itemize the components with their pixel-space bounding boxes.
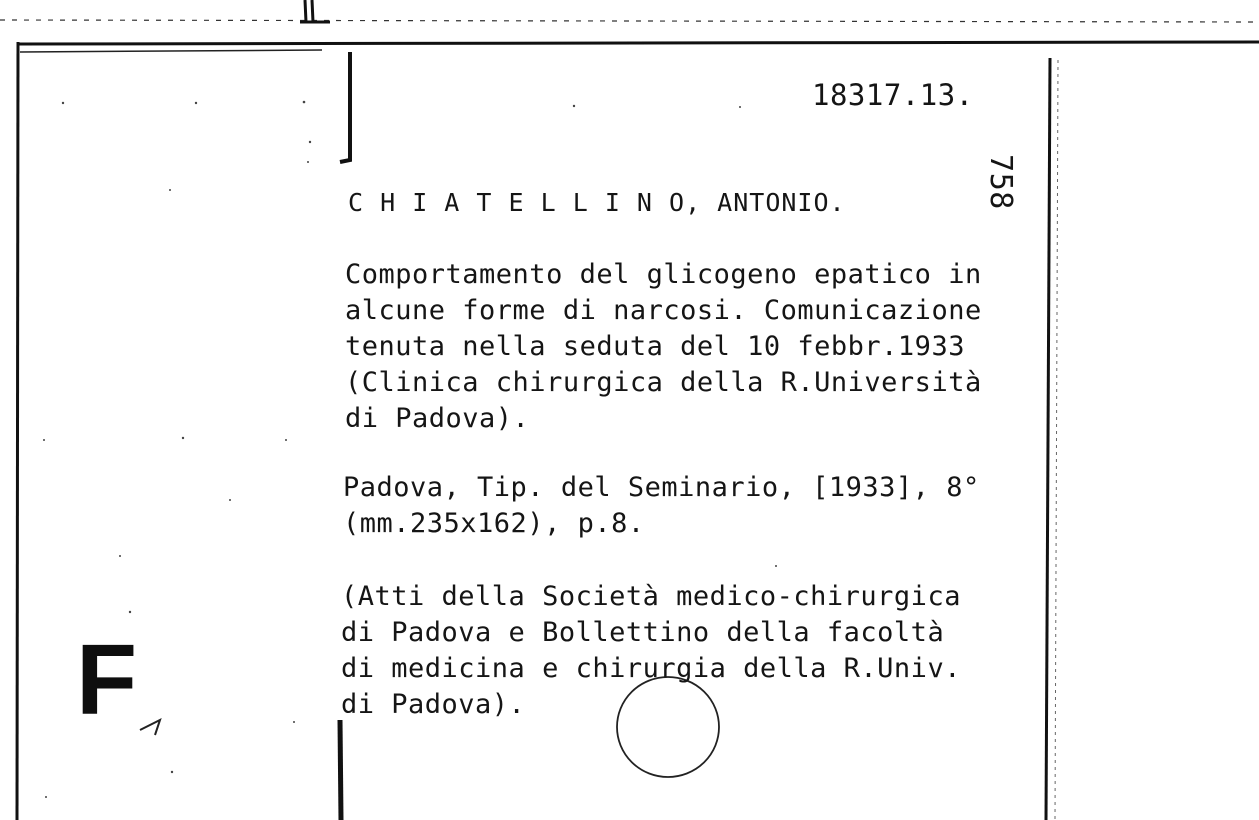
title-line: Comportamento del glicogeno epatico in xyxy=(345,259,982,290)
card-top-border xyxy=(18,42,1259,44)
top-ink-mark xyxy=(300,0,330,22)
author-heading: C H I A T E L L I N O, ANTONIO. xyxy=(348,188,846,217)
top-dotted-edge xyxy=(0,20,1259,22)
side-number: 758 xyxy=(983,154,1018,210)
series-line: di medicina e chirurgia della R.Univ. xyxy=(341,653,961,684)
stamp-letter: F xyxy=(76,624,138,736)
inner-top-line xyxy=(20,50,322,52)
card-right-border xyxy=(1046,58,1050,820)
series-line: di Padova). xyxy=(341,689,526,720)
series-line: di Padova e Bollettino della facoltà xyxy=(341,617,945,648)
title-line: di Padova). xyxy=(345,403,530,434)
card-right-border-shadow xyxy=(1055,60,1058,820)
top-bracket xyxy=(340,52,350,162)
title-line: tenuta nella seduta del 10 febbr.1933 xyxy=(345,331,965,362)
catalog-number: 18317.13. xyxy=(812,78,974,112)
publication-line: Padova, Tip. del Seminario, [1933], 8° xyxy=(343,472,980,503)
title-line: (Clinica chirurgica della R.Università xyxy=(345,367,982,398)
publication-line: (mm.235x162), p.8. xyxy=(343,508,645,539)
series-line: (Atti della Società medico-chirurgica xyxy=(341,581,961,612)
card-left-border xyxy=(17,42,18,820)
punch-hole-circle xyxy=(617,677,719,777)
title-line: alcune forme di narcosi. Comunicazione xyxy=(345,295,982,326)
stamp-tick-mark xyxy=(140,720,160,735)
bottom-bar xyxy=(340,720,341,820)
